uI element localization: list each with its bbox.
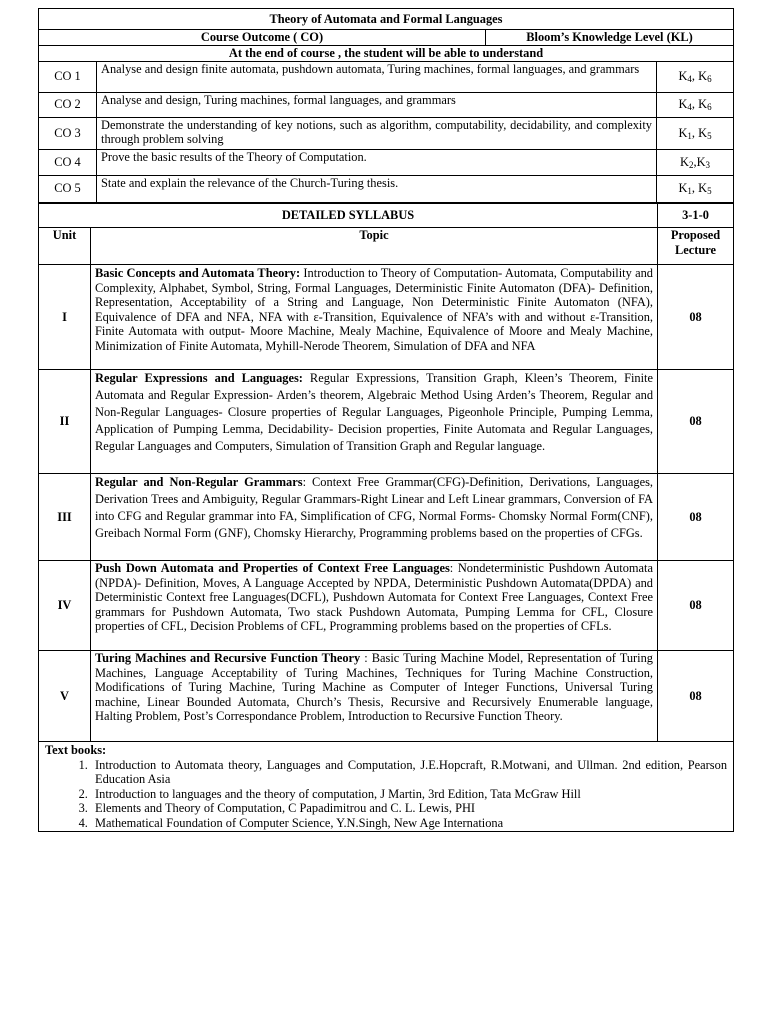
unit-heading: Regular and Non-Regular Grammars <box>95 475 303 489</box>
co-id: CO 1 <box>39 61 97 92</box>
outcome-row <box>39 61 734 92</box>
textbooks <box>39 742 734 832</box>
outcome-row <box>39 149 734 175</box>
unit-heading: Turing Machines and Recursive Function Theory <box>95 651 361 665</box>
unit-row <box>39 474 734 561</box>
textbooks-label: Text books: <box>45 743 107 757</box>
unit-topic <box>91 474 658 561</box>
co-kl: $K_1$, $K_5$ <box>657 117 734 149</box>
col-topic: Topic <box>91 228 658 265</box>
unit-lectures: 08 <box>658 651 734 742</box>
co-id: CO 5 <box>39 175 97 202</box>
unit-topic <box>91 370 658 474</box>
unit-heading: Regular Expressions and Languages: <box>95 371 303 385</box>
co-kl: $K_4$, $K_6$ <box>657 92 734 117</box>
unit-heading: Push Down Automata and Properties of Context Free Languages <box>95 561 450 575</box>
co-id: CO 3 <box>39 117 97 149</box>
unit-number: IV <box>39 561 91 651</box>
course-outcome-table <box>38 8 734 203</box>
course-title: Theory of Automata and Formal Languages <box>39 9 734 30</box>
outcome-row <box>39 175 734 202</box>
textbook-item: 4. Mathematical Foundation of Computer Science, Y.N.Singh, New Age Internationa <box>91 816 727 831</box>
textbooks-row <box>39 742 734 832</box>
unit-text: : Basic Turing Machine Model, Representation of Turing Machines, Language Acceptability of Turing Machines, Techniques for Turing Machine Construction, Modifications of Turing Machine, Turing Machine as Computer of Integer Functions, Universal Turing machine, Linear Bounded Automata, Church’s Thesis, Recursive and Recursively Enumerable language, Halting Problem, Post’s Correspondance Problem, Introduction to Recursive Function Theory. <box>95 651 654 724</box>
outcome-row <box>39 117 734 149</box>
unit-lectures: 08 <box>658 474 734 561</box>
unit-text: Introduction to Theory of Computation- Automata, Computability and Complexity, Alphabet, Symbol, String, Formal Languages, Deterministic Finite Automaton (DFA)- Definition, Representation, Acceptability of a String and Language, Non Deterministic Finite Automaton (NFA), Equivalence of DFA and NFA, NFA with ε-Transition, Equivalence of NFA’s with and without ε-Transition, Finite Automata with output- Moore Machine, Mealy Machine, Equivalence of Moore and Mealy Machine, Minimization of Finite Automata, Myhill-Nerode Theorem, Simulation of DFA and NFA <box>95 266 654 353</box>
ltp: 3-1-0 <box>658 204 734 228</box>
unit-row <box>39 370 734 474</box>
unit-row <box>39 561 734 651</box>
col-unit: Unit <box>39 228 91 265</box>
unit-text: : Context Free Grammar(CFG)-Definition, Derivations, Languages, Derivation Trees and Ambiguity, Regular Grammars-Right Linear and Left Linear grammars, Conversion of FA into CFG and Regular grammar into FA, Simplification of CFG, Normal Forms- Chomsky Normal Form(CNF), Greibach Normal Form (GNF), Chomsky Hierarchy, Programming problems based on the properties of CFGs. <box>95 475 654 540</box>
textbook-item: 2. Introduction to languages and the theory of computation, J Martin, 3rd Edition, Tata McGraw Hill <box>91 787 727 802</box>
unit-topic <box>91 265 658 370</box>
syllabus-title: DETAILED SYLLABUS <box>39 204 658 228</box>
co-id: CO 2 <box>39 92 97 117</box>
kl-header: Bloom’s Knowledge Level (KL) <box>526 30 693 44</box>
co-kl: $K_4$, $K_6$ <box>657 61 734 92</box>
unit-lectures: 08 <box>658 370 734 474</box>
unit-row <box>39 265 734 370</box>
co-text: Analyse and design, Turing machines, formal languages, and grammars <box>97 92 657 117</box>
unit-topic <box>91 561 658 651</box>
unit-number: III <box>39 474 91 561</box>
co-text: State and explain the relevance of the Church-Turing thesis. <box>97 175 657 202</box>
unit-lectures: 08 <box>658 561 734 651</box>
co-kl: $K_2,K_3$ <box>657 149 734 175</box>
unit-number: V <box>39 651 91 742</box>
co-id: CO 4 <box>39 149 97 175</box>
col-lecture: Proposed Lecture <box>658 228 734 265</box>
unit-lectures: 08 <box>658 265 734 370</box>
outcome-row <box>39 92 734 117</box>
unit-text: Regular Expressions, Transition Graph, Kleen’s Theorem, Finite Automata and Regular Expression- Arden’s theorem, Algebraic Method Using Arden’s Theorem, Regular and Non-Regular Languages- Closure properties of Regular Languages, Pigeonhole Principle, Pumping Lemma, Application of Pumping Lemma, Decidability- Decision properties, Finite Automata and Regular Languages, Regular Languages and Computers, Simulation of Transition Graph and Regular language. <box>95 371 654 453</box>
co-text: Analyse and design finite automata, pushdown automata, Turing machines, formal languages, and grammars <box>97 61 657 92</box>
textbook-item: 3. Elements and Theory of Computation, C Papadimitrou and C. L. Lewis, PHI <box>91 801 727 816</box>
co-header: Course Outcome ( CO) <box>39 30 486 45</box>
unit-number: II <box>39 370 91 474</box>
co-kl: $K_1$, $K_5$ <box>657 175 734 202</box>
co-text: Prove the basic results of the Theory of Computation. <box>97 149 657 175</box>
unit-row <box>39 651 734 742</box>
outcome-intro: At the end of course , the student will be able to understand <box>39 46 734 62</box>
unit-text: : Nondeterministic Pushdown Automata (NPDA)- Definition, Moves, A Language Accepted by NPDA, Deterministic Pushdown Automata(DPDA) and Deterministic Context free Languages(DCFL), Pushdown Automata for Context Free Languages, Context Free grammars for Pushdown Automata, Two stack Pushdown Automata, Pumping Lemma for CFL, Closure properties of CFL, Decision Problems of CFL, Programming problems based on the properties of CFLs. <box>95 561 654 634</box>
syllabus-table <box>38 203 734 832</box>
unit-number: I <box>39 265 91 370</box>
co-text: Demonstrate the understanding of key notions, such as algorithm, computability, decidability, and complexity through problem solving <box>97 117 657 149</box>
textbook-item: 1. Introduction to Automata theory, Languages and Computation, J.E.Hopcraft, R.Motwani, and Ullman. 2nd edition, Pearson Education Asia <box>91 758 727 787</box>
unit-topic <box>91 651 658 742</box>
unit-heading: Basic Concepts and Automata Theory: <box>95 266 301 280</box>
textbook-list <box>45 758 727 831</box>
